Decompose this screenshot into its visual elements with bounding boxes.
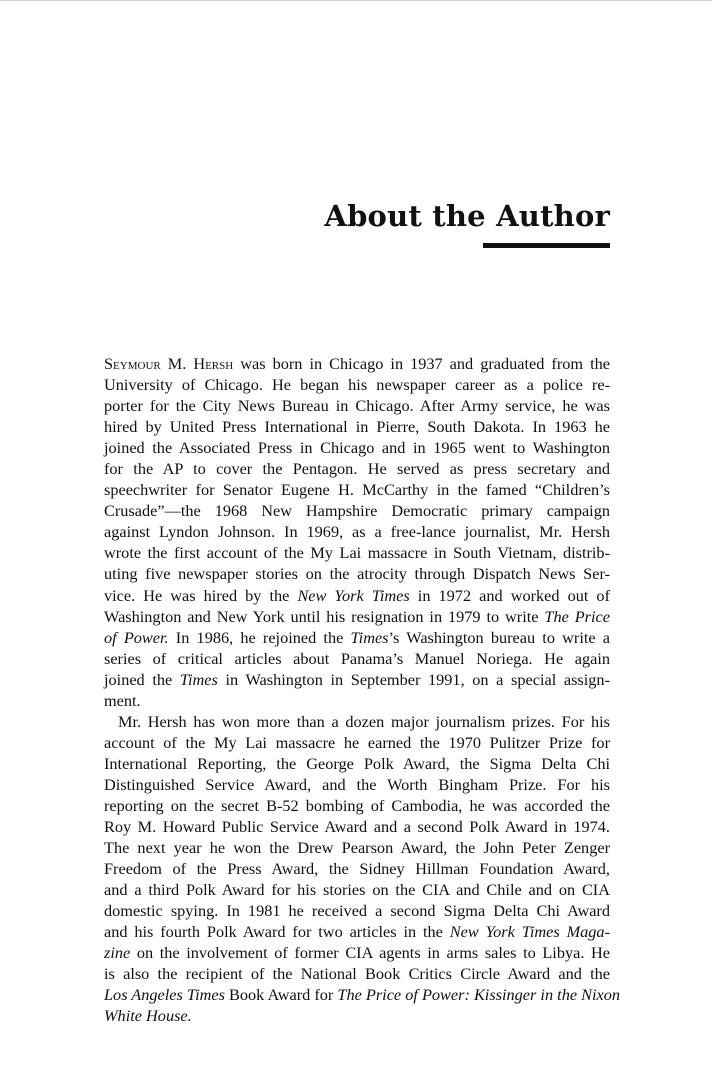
small-caps-name: Hersh [193,354,234,373]
text-line [104,774,610,795]
text-span: was born in Chicago in 1937 and graduated from the [233,354,610,373]
text-line [104,690,610,711]
text-line [104,606,610,627]
text-line [104,627,610,648]
text-span: In 1986, he rejoined the [168,627,351,647]
text-span: hired by United Press International in Pierre, South Dakota. In 1963 he [104,417,610,437]
title-underline-rule [483,243,610,248]
text-line [104,585,610,606]
page-title: About the Author [324,199,610,233]
text-line [104,795,610,816]
text-span: ment. [104,690,141,710]
text-span: International Reporting, the George Polk Award, the Sigma Delta Chi [104,753,610,773]
text-span: Mr. Hersh has won more than a dozen major journalism prizes. For his [118,711,610,731]
text-line [104,984,621,1005]
text-span: and his fourth Polk Award for two articles in the [104,922,450,942]
author-biography [104,353,621,1027]
text-span: uting five newspaper stories on the atrocity through Dispatch News Ser- [104,564,610,584]
text-line [104,732,610,753]
text-line [104,500,610,521]
text-span: Roy M. Howard Public Service Award and a second Polk Award in 1974. [104,817,610,837]
text-span: wrote the first account of the My Lai massacre in South Vietnam, distrib- [104,543,610,563]
italic-text: New York Times Maga- [449,922,610,942]
italic-text: of Power. [104,627,169,647]
text-span: reporting on the secret B-52 bombing of Cambodia, he was accorded the [104,795,610,815]
text-span: series of critical articles about Panama’s Manuel Noriega. He again [104,648,610,668]
biography-paragraph-1 [104,353,610,711]
text-span: porter for the City News Bureau in Chicago. After Army service, he was [104,396,610,416]
text-line [104,816,610,837]
biography-paragraph-2 [104,711,621,1027]
text-span: on the involvement of former CIA agents in arms sales to Libya. He [130,943,610,963]
italic-text: Times [350,627,389,647]
page-top-border [0,0,712,1]
text-line [104,437,610,458]
text-span: and a third Polk Award for his stories on the CIA and Chile and on CIA [104,880,610,900]
text-span: University of Chicago. He began his newspaper career as a police re- [104,375,610,395]
text-span: in 1972 and worked out of [409,585,610,605]
text-span: vice. He was hired by the [104,585,298,605]
text-line [104,900,610,921]
text-line [104,374,610,395]
text-span: joined the [104,669,180,689]
text-line [104,711,610,732]
italic-text: zine [104,943,131,963]
text-span: in Washington in September 1991, on a special assign- [217,669,610,689]
text-line [104,942,610,963]
text-line [104,753,610,774]
text-line [104,395,610,416]
text-span: Freedom of the Press Award, the Sidney Hillman Foundation Award, [104,859,610,879]
text-line [104,963,610,984]
text-line [104,837,610,858]
text-span: M. [160,354,194,373]
text-line [104,521,610,542]
small-caps-name: Seymour [104,354,161,373]
text-line [104,479,610,500]
text-span: Washington and New York until his resignation in 1979 to write [104,606,545,626]
text-line [104,921,610,942]
text-line [104,879,610,900]
text-span: speechwriter for Senator Eugene H. McCarthy in the famed “Children’s [104,480,610,500]
text-line [104,1005,610,1026]
text-line [104,858,610,879]
text-span: Distinguished Service Award, and the Worth Bingham Prize. For his [104,774,610,794]
text-span: is also the recipient of the National Book Critics Circle Award and the [104,964,610,984]
italic-text: The Price [544,606,610,626]
text-span: Book Award for [224,985,338,1005]
text-line [104,458,610,479]
text-span: against Lyndon Johnson. In 1969, as a free-lance journalist, Mr. Hersh [104,522,610,542]
text-span: for the AP to cover the Pentagon. He served as press secretary and [104,459,610,479]
text-span: joined the Associated Press in Chicago and in 1965 went to Washington [104,438,610,458]
text-line [104,542,610,563]
text-span: Crusade”—the 1968 New Hampshire Democratic primary campaign [104,501,610,521]
text-line [104,648,610,669]
italic-text: The Price of Power: Kissinger in the Nixon [337,985,621,1005]
text-line [104,669,610,690]
text-span: domestic spying. In 1981 he received a second Sigma Delta Chi Award [104,901,610,921]
italic-text: Times [179,669,218,689]
text-line [104,353,610,374]
text-span: ’s Washington bureau to write a [388,627,611,647]
italic-text: White House. [104,1006,192,1026]
text-span: account of the My Lai massacre he earned the 1970 Pulitzer Prize for [104,732,610,752]
italic-text: New York Times [297,585,410,605]
italic-text: Los Angeles Times [104,985,225,1005]
text-line [104,563,610,584]
text-span: The next year he won the Drew Pearson Award, the John Peter Zenger [104,838,610,858]
text-line [104,416,610,437]
